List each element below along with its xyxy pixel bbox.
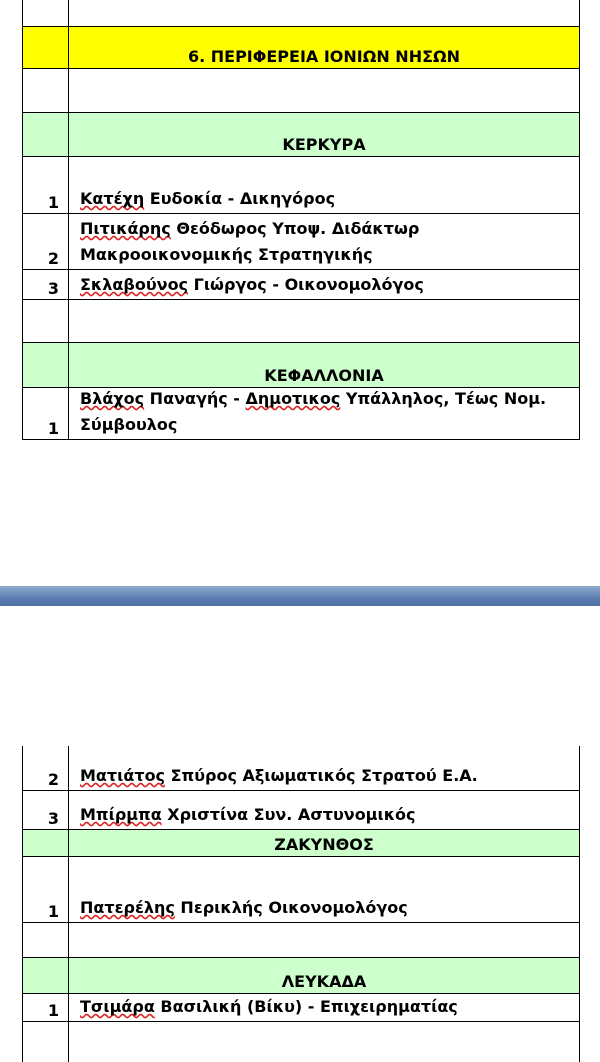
section-title-lefkada: ΛΕΥΚΑΔΑ [281, 972, 367, 991]
section-title-kefallonia: ΚΕΦΑΛΛΟΝΙΑ [264, 366, 384, 385]
section-header-row [22, 830, 580, 857]
row-number: 1 [47, 419, 59, 438]
section-title-kerkyra: ΚΕΡΚΥΡΑ [282, 135, 366, 154]
page-break-bar [0, 586, 600, 606]
row-number: 3 [47, 279, 59, 298]
table-row [22, 69, 580, 113]
table-row [22, 923, 580, 958]
region-header: 6. ΠΕΡΙΦΕΡΕΙΑ ΙΟΝΙΩΝ ΝΗΣΩΝ [187, 47, 461, 66]
candidate-text: Κατέχη Ευδοκία - Δικηγόρος [80, 189, 336, 208]
section-header-row [22, 343, 580, 388]
table-row [22, 0, 580, 27]
candidate-text: Σκλαβούνος Γιώργος - Οικονομολόγος [80, 275, 424, 294]
candidate-text: Πατερέλης Περικλής Οικονομολόγος [80, 898, 408, 917]
row-number: 2 [47, 770, 59, 789]
table-row [22, 157, 580, 214]
region-header-row [22, 27, 580, 69]
section-header-row [22, 113, 580, 157]
section-title-zakynthos: ΖΑΚΥΝΘΟΣ [274, 835, 374, 854]
table-row [22, 746, 580, 791]
table-row [22, 994, 580, 1022]
candidate-text: Βλάχος Παναγής - Δημοτικος Υπάλληλος, Τέως Νομ. Σύμβουλος [80, 389, 547, 434]
table-row [22, 300, 580, 343]
table-row [22, 1022, 580, 1062]
table-row [22, 270, 580, 300]
row-number: 2 [47, 249, 59, 268]
table-row [22, 214, 580, 270]
candidate-text: Τσιμάρα Βασιλική (Βίκυ) - Επιχειρηματίας [80, 997, 458, 1016]
candidate-text: Πιτικάρης Θεόδωρος Υποψ. Διδάκτωρ Μακροοικονομικής Στρατηγικής [80, 219, 420, 264]
row-number: 3 [47, 809, 59, 828]
row-number: 1 [47, 193, 59, 212]
table-row [22, 388, 580, 440]
row-number: 1 [47, 902, 59, 921]
candidate-text: Μπίρμπα Χριστίνα Συν. Αστυνομικός [80, 805, 416, 824]
section-header-row [22, 958, 580, 994]
table-row [22, 791, 580, 830]
row-number: 1 [47, 1001, 59, 1020]
table-row [22, 857, 580, 923]
candidate-text: Ματιάτος Σπύρος Αξιωματικός Στρατού Ε.Α. [80, 766, 478, 785]
